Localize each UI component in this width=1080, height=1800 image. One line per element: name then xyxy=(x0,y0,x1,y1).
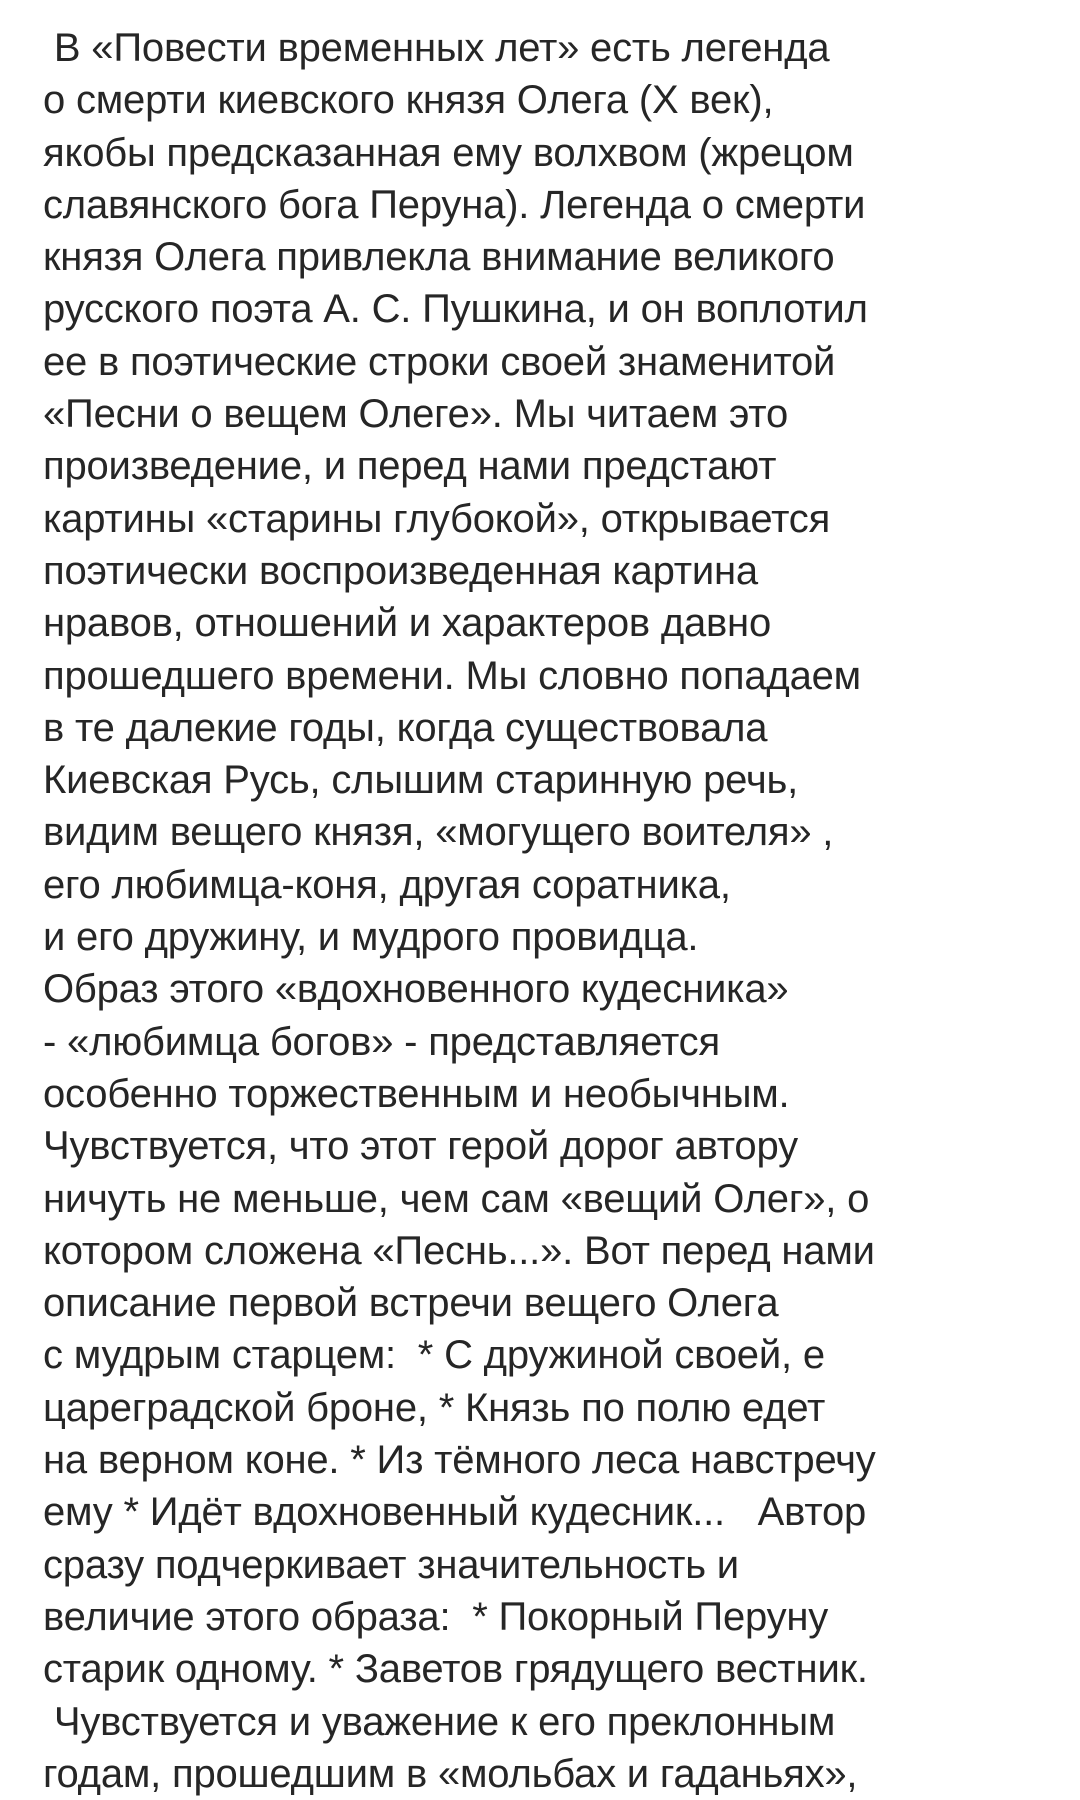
text-line: видим вещего князя, «могущего воителя» , xyxy=(43,810,834,855)
text-line: Киевская Русь, слышим старинную речь, xyxy=(43,758,799,803)
text-line: картины «старины глубокой», открывается xyxy=(43,496,831,541)
text-line: на верном коне. * Из тёмного леса навстречу xyxy=(43,1438,876,1483)
text-line: нравов, отношений и характеров давно xyxy=(43,601,771,646)
text-line: Чувствуется и уважение к его преклонным xyxy=(43,1699,836,1744)
document-text xyxy=(43,22,1073,1800)
text-line: прошедшего времени. Мы словно попадаем xyxy=(43,653,861,698)
text-line: ему * Идёт вдохновенный кудесник... Автор xyxy=(43,1490,867,1535)
text-line: князя Олега привлекла внимание великого xyxy=(43,235,835,280)
text-line: якобы предсказанная ему волхвом (жрецом xyxy=(43,130,854,175)
text-line: о смерти киевского князя Олега (X век), xyxy=(43,78,774,123)
text-line: котором сложена «Песнь...». Вот перед нами xyxy=(43,1228,875,1273)
text-line: величие этого образа: * Покорный Перуну xyxy=(43,1594,829,1639)
text-line: поэтически воспроизведенная картина xyxy=(43,548,758,593)
text-line: славянского бога Перуна). Легенда о смерти xyxy=(43,182,866,227)
text-line: сразу подчеркивает значительность и xyxy=(43,1542,739,1587)
text-line: годам, прошедшим в «мольбах и гаданьях», xyxy=(43,1751,858,1796)
text-line: и его дружину, и мудрого провидца. xyxy=(43,915,699,960)
text-line: в те далекие годы, когда существовала xyxy=(43,705,768,750)
text-line: - «любимца богов» - представляется xyxy=(43,1019,720,1064)
text-line: ничуть не меньше, чем сам «вещий Олег», о xyxy=(43,1176,870,1221)
text-line: с мудрым старцем: * С дружиной своей, е xyxy=(43,1333,825,1378)
text-line: В «Повести временных лет» есть легенда xyxy=(43,26,830,70)
text-line: его любимца-коня, другая соратника, xyxy=(43,862,731,907)
text-line: ее в поэтические строки своей знаменитой xyxy=(43,339,836,384)
text-line: русского поэта А. С. Пушкина, и он воплотил xyxy=(43,287,868,332)
text-line: Чувствуется, что этот герой дорог автору xyxy=(43,1124,798,1169)
text-line: Образ этого «вдохновенного кудесника» xyxy=(43,967,789,1012)
text-line: особенно торжественным и необычным. xyxy=(43,1071,790,1116)
text-line: старик одному. * Заветов грядущего вестник. xyxy=(43,1647,868,1692)
text-line: «Песни о вещем Олеге». Мы читаем это xyxy=(43,392,788,437)
text-line: описание первой встречи вещего Олега xyxy=(43,1281,779,1326)
text-line: цареградской броне, * Князь по полю едет xyxy=(43,1385,826,1430)
text-line: произведение, и перед нами предстают xyxy=(43,444,777,489)
